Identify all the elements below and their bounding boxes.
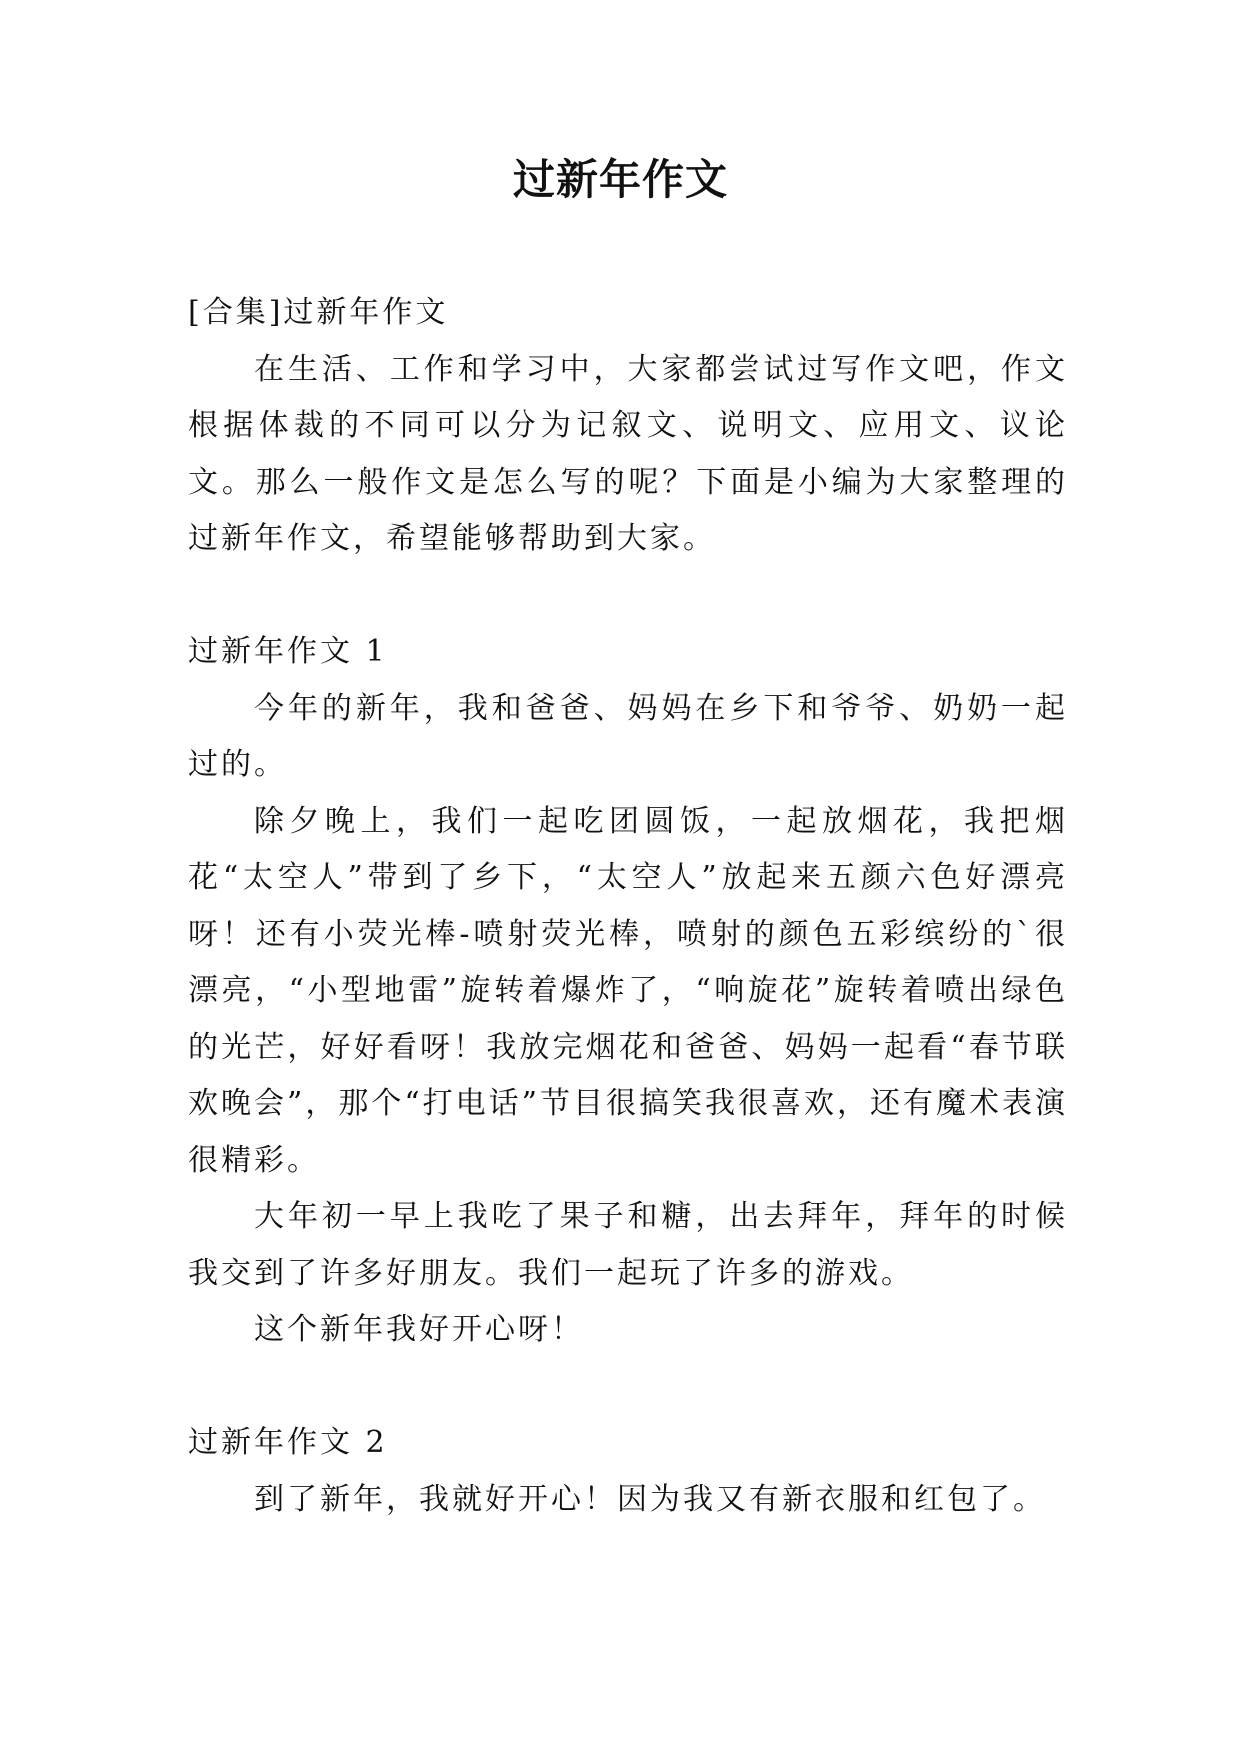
intro-paragraph: 在生活、工作和学习中，大家都尝试过写作文吧，作文根据体裁的不同可以分为记叙文、说明文、应用文、议论文。那么一般作文是怎么写的呢？下面是小编为大家整理的过新年作文，希望能够帮助到大家。 [188, 351, 1068, 556]
essay-2-paragraph: 到了新年，我就好开心！因为我又有新衣服和红包了。 [254, 1481, 1046, 1517]
page-title: 过新年作文 [512, 155, 728, 204]
essay-1-paragraph: 今年的新年，我和爸爸、妈妈在乡下和爷爷、奶奶一起过的。 [188, 690, 1068, 782]
document-subtitle: [合集]过新年作文 [188, 295, 449, 330]
essay-1-heading: 过新年作文 1 [188, 634, 388, 669]
essay-1-paragraph: 这个新年我好开心呀！ [254, 1312, 584, 1347]
essay-1-paragraph: 除夕晚上，我们一起吃团圆饭，一起放烟花，我把烟花“太空人”带到了乡下，“太空人”放起来五颜六色好漂亮呀！还有小荧光棒-喷射荧光棒，喷射的颜色五彩缤纷的`很漂亮，“小型地雷”旋转着爆炸了，“响旋花”旋转着喷出绿色的光芒，好好看呀！我放完烟花和爸爸、妈妈一起看“春节联欢晚会”，那个“打电话”节目很搞笑我很喜欢，还有魔术表演很精彩。 [188, 803, 1069, 1178]
document-body [188, 285, 1068, 1528]
essay-1-paragraph: 大年初一早上我吃了果子和糖，出去拜年，拜年的时候我交到了许多好朋友。我们一起玩了许多的游戏。 [188, 1199, 1068, 1291]
essay-2-heading: 过新年作文 2 [188, 1425, 388, 1460]
